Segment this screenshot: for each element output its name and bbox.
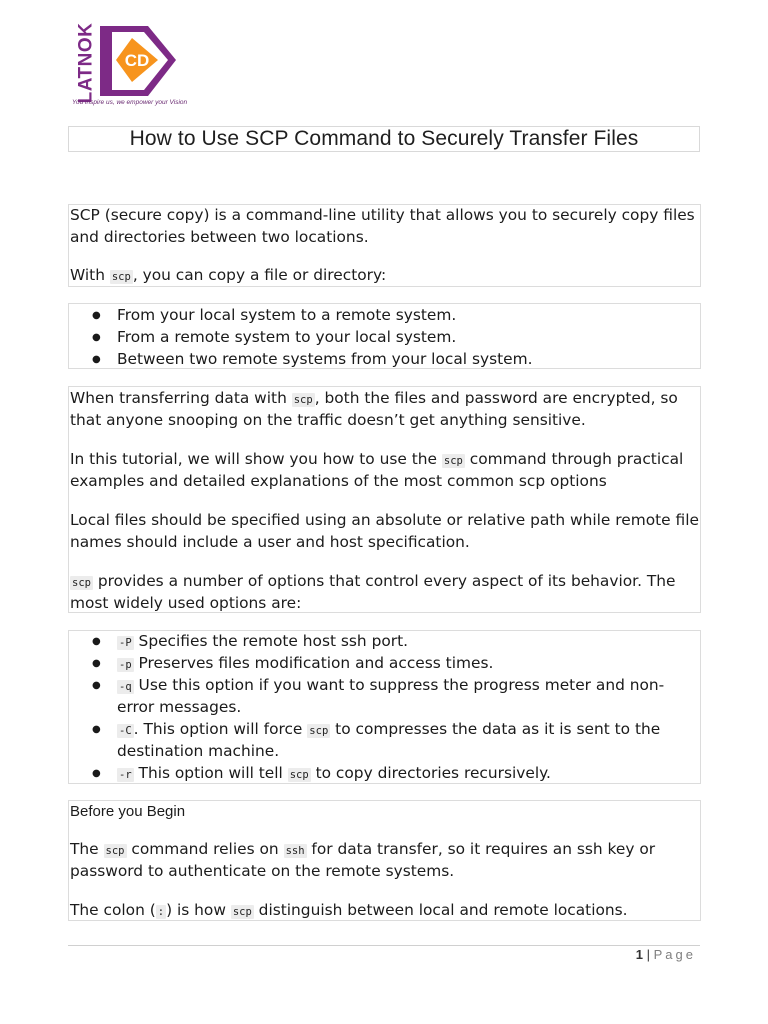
footer-separator: |	[643, 947, 654, 962]
bullet-icon: ●	[92, 680, 101, 691]
logo-wordmark	[68, 22, 98, 104]
option-flag: -C	[119, 725, 132, 737]
page-title: How to Use SCP Command to Securely Transfer Files	[129, 127, 639, 150]
intro-with-scp	[70, 265, 386, 289]
text-run: ) is how	[166, 901, 231, 919]
logo	[68, 22, 188, 110]
page-number: 1	[635, 947, 644, 962]
text-run: Preserves files modification and access times.	[133, 654, 494, 672]
text-run: to copy directories recursively.	[310, 764, 551, 782]
svg-text:CD: CD	[124, 51, 150, 70]
text-run: command through practical	[464, 450, 684, 468]
inline-code: :	[157, 906, 165, 918]
inline-code: scp	[105, 845, 125, 857]
option-text	[117, 631, 408, 655]
option-text	[117, 653, 493, 677]
text-run: The colon (	[70, 901, 156, 919]
page-footer	[636, 947, 696, 962]
copy-list-section	[68, 303, 701, 369]
logo-tagline: You inspire us, we empower your Vision	[72, 99, 188, 106]
intro-paragraph-line: and directories between two locations.	[70, 228, 369, 246]
text-run: to compresses the data as it is sent to the	[330, 720, 661, 738]
begin-paragraph-line: password to authenticate on the remote systems.	[70, 862, 455, 880]
option-flag: -r	[119, 769, 132, 781]
inline-code: scp	[111, 271, 131, 283]
text-run: When transferring data with	[70, 389, 292, 407]
bullet-icon: ●	[92, 658, 101, 669]
text-run: , you can copy a file or directory:	[132, 266, 387, 284]
bullet-icon: ●	[92, 332, 101, 343]
text-run: , both the files and password are encrypted, so	[314, 389, 678, 407]
bullet-icon: ●	[92, 354, 101, 365]
text-run: In this tutorial, we will show you how to use the	[70, 450, 442, 468]
inline-code: scp	[232, 906, 252, 918]
inline-code: scp	[443, 455, 463, 467]
inline-code: scp	[309, 725, 329, 737]
option-text: destination machine.	[117, 742, 280, 760]
body-paragraph-line: that anyone snooping on the traffic doesn’t get anything sensitive.	[70, 411, 586, 429]
title-box	[68, 126, 700, 152]
bullet-icon: ●	[92, 724, 101, 735]
bullet-icon: ●	[92, 768, 101, 779]
inline-code: scp	[72, 577, 91, 589]
option-text	[117, 675, 664, 699]
intro-section	[68, 204, 701, 287]
text-run: With	[70, 266, 110, 284]
logo-text: LATNOK	[75, 22, 97, 104]
body-paragraph-line	[70, 449, 683, 473]
bullet-icon: ●	[92, 636, 101, 647]
option-text: error messages.	[117, 698, 242, 716]
body-paragraph-line	[70, 388, 678, 412]
body-paragraph-line: Local files should be specified using an absolute or relative path while remote file	[70, 511, 699, 529]
footer-divider	[68, 945, 700, 946]
text-run: command relies on	[126, 840, 284, 858]
options-section	[68, 630, 701, 784]
intro-paragraph-line: SCP (secure copy) is a command-line utility that allows you to securely copy files	[70, 206, 695, 224]
text-run: provides a number of options that control every aspect of its behavior. The	[92, 572, 676, 590]
list-item-text: Between two remote systems from your local system.	[117, 350, 533, 368]
text-run: Specifies the remote host ssh port.	[133, 632, 409, 650]
body-paragraph-line: most widely used options are:	[70, 594, 302, 612]
list-item-text: From your local system to a remote system.	[117, 306, 457, 324]
body-paragraph-line: examples and detailed explanations of the most common scp options	[70, 472, 607, 490]
text-run: . This option will force	[133, 720, 308, 738]
inline-code: ssh	[285, 845, 305, 857]
text-run: Use this option if you want to suppress the progress meter and non-	[133, 676, 665, 694]
begin-paragraph-line	[70, 839, 655, 863]
before-begin-section	[68, 800, 701, 921]
section-heading: Before you Begin	[70, 803, 186, 820]
option-flag: -q	[119, 681, 132, 693]
option-flag: -p	[119, 659, 132, 671]
list-item-text: From a remote system to your local system.	[117, 328, 457, 346]
logo-mark-icon	[96, 22, 180, 100]
body-section	[68, 386, 701, 613]
page-label: Page	[653, 947, 696, 962]
option-text	[117, 719, 660, 743]
text-run: distinguish between local and remote locations.	[253, 901, 628, 919]
text-run: for data transfer, so it requires an ssh key or	[306, 840, 656, 858]
bullet-icon: ●	[92, 310, 101, 321]
option-text	[117, 763, 551, 787]
body-paragraph-line: names should include a user and host specification.	[70, 533, 470, 551]
body-paragraph-line	[70, 571, 676, 595]
inline-code: scp	[293, 394, 313, 406]
option-flag: -P	[119, 637, 132, 649]
text-run: This option will tell	[133, 764, 288, 782]
begin-paragraph-line	[70, 900, 628, 924]
inline-code: scp	[289, 769, 309, 781]
text-run: The	[70, 840, 104, 858]
